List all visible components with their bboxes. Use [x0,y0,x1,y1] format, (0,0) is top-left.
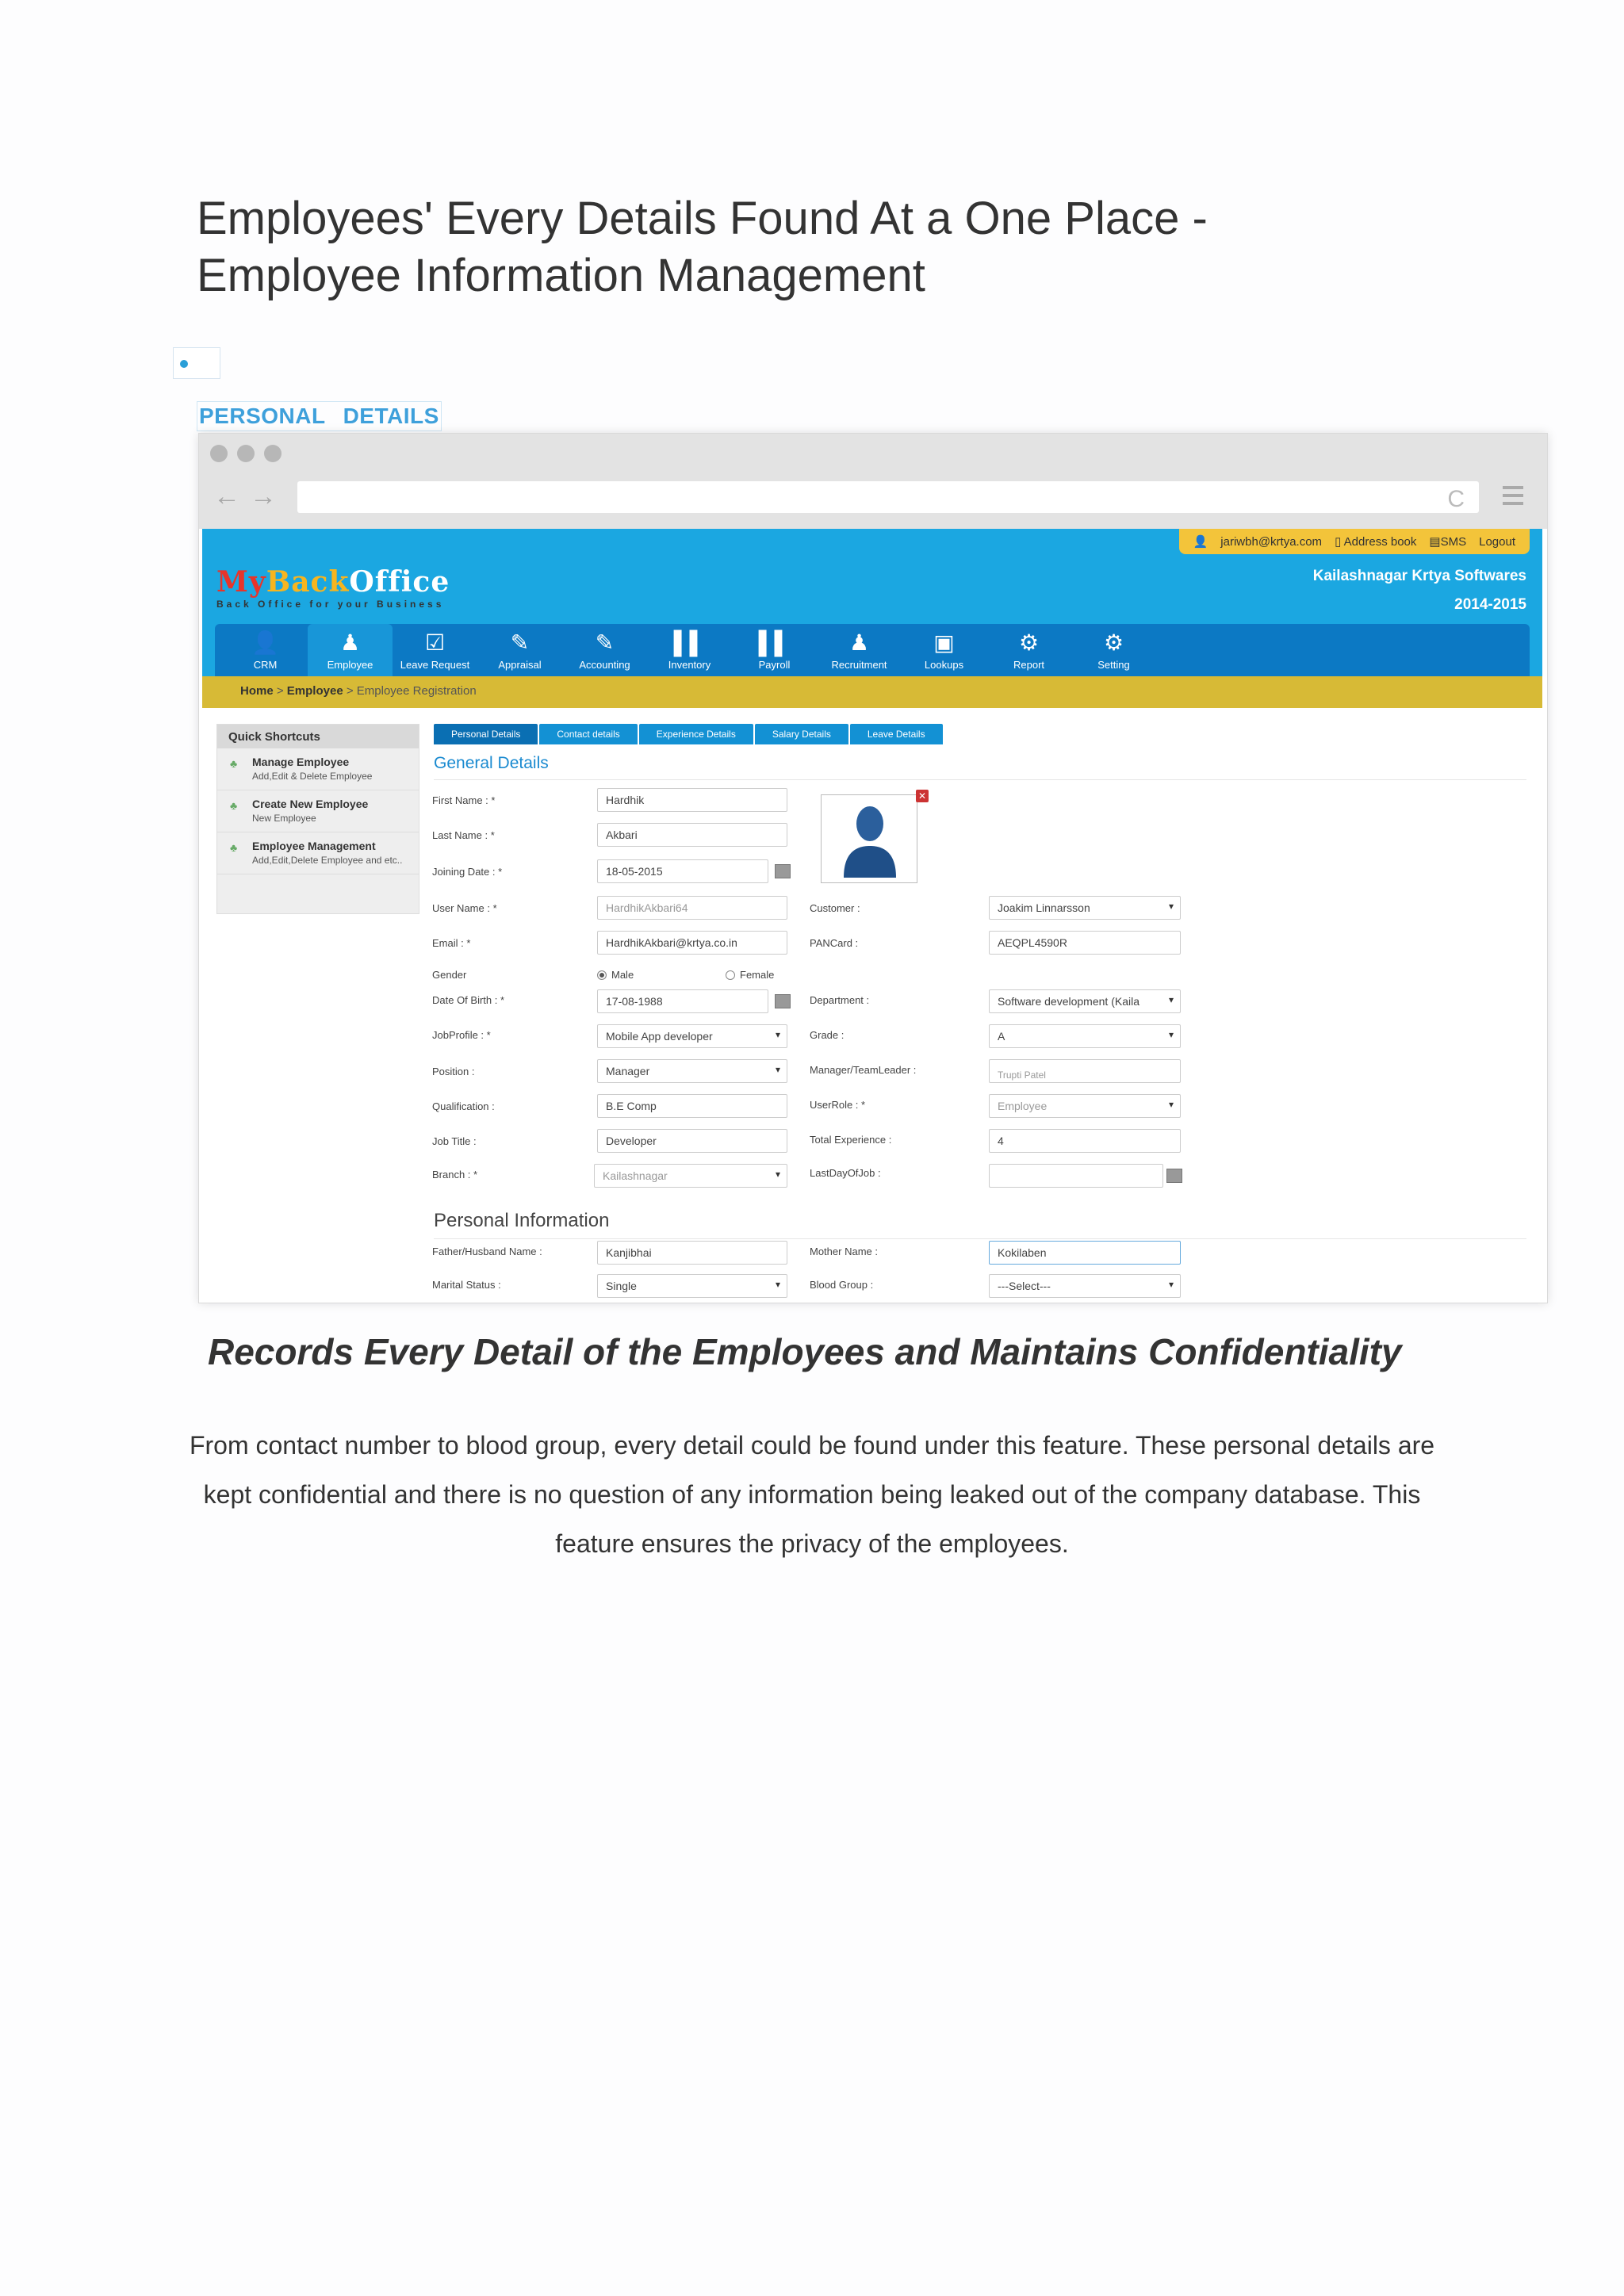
dob-input[interactable]: 17-08-1988 [597,989,768,1013]
sidebar-head: Quick Shortcuts [217,725,419,748]
job-title-label: Job Title : [432,1135,477,1147]
qualification-label: Qualification : [432,1100,495,1112]
breadcrumb-employee[interactable]: Employee [286,684,343,698]
position-select[interactable]: Manager ▾ [597,1059,787,1083]
first-name-input[interactable]: Hardhik [597,788,787,812]
calendar-icon[interactable] [775,864,791,878]
sidebar-item-create-employee[interactable]: ♣ Create New Employee New Employee [217,790,419,832]
screenshot-frame [198,433,1548,1303]
back-forward-icon[interactable]: ←→ [213,481,286,511]
department-select[interactable]: Software development (Kaila ▾ [989,989,1181,1013]
main-content [432,724,1526,1303]
menu-lookups[interactable]: ▣ Lookups [902,624,986,681]
position-label: Position : [432,1066,475,1077]
window-controls[interactable] [210,445,282,462]
address-bar[interactable] [297,481,1479,513]
tab-bar [434,724,1526,744]
bar-chart-icon: ▌▌ [673,630,706,655]
gender-male-radio[interactable]: Male [597,969,634,981]
manager-label: Manager/TeamLeader : [810,1064,917,1076]
feature-heading: Records Every Detail of the Employees and Maintains Confidentiality [208,1331,1402,1372]
email-label: Email : * [432,937,471,949]
menu-leave-request[interactable]: ☑ Leave Request [393,624,477,681]
father-input[interactable]: Kanjibhai [597,1241,787,1265]
edit-icon: ✎ [510,630,530,655]
personal-information-form [432,1239,1526,1303]
menu-inventory[interactable]: ▌▌ Inventory [647,624,732,681]
joining-date-label: Joining Date : * [432,866,503,878]
gear-icon: ⚙ [1018,630,1040,655]
breadcrumb-home[interactable]: Home [240,684,274,698]
last-name-label: Last Name : * [432,829,495,841]
employee-icon: ♟ [339,630,361,655]
page-title: Employees' Every Details Found At a One Place - Employee Information Management [197,193,1208,301]
userrole-label: UserRole : * [810,1099,866,1111]
company-name: Kailashnagar Krtya Softwares [1312,568,1526,584]
tab-leave-details[interactable]: Leave Details [850,724,943,744]
qualification-input[interactable]: B.E Comp [597,1094,787,1118]
logout-link[interactable]: Logout [1479,534,1515,549]
jobprofile-select[interactable]: Mobile App developer ▾ [597,1024,787,1048]
sms-link[interactable]: ▤SMS [1429,535,1467,549]
first-name-label: First Name : * [432,794,496,806]
menu-report[interactable]: ⚙ Report [986,624,1071,681]
grade-select[interactable]: A ▾ [989,1024,1181,1048]
jobprofile-label: JobProfile : * [432,1029,491,1041]
calendar-icon[interactable] [775,994,791,1008]
remove-photo-icon[interactable]: ✕ [916,790,929,802]
father-label: Father/Husband Name : [432,1246,542,1257]
document-icon: ▣ [933,630,955,655]
joining-date-input[interactable]: 18-05-2015 [597,859,768,883]
menu-payroll[interactable]: ▌▌ Payroll [732,624,817,681]
blood-label: Blood Group : [810,1279,874,1291]
users-icon: ♣ [230,841,238,854]
total-experience-input[interactable]: 4 [989,1129,1181,1153]
browser-chrome [199,434,1547,529]
dob-label: Date Of Birth : * [432,994,505,1006]
check-icon: ☑ [424,630,446,655]
menu-accounting[interactable]: ✎ Accounting [562,624,647,681]
email-input[interactable]: HardhikAkbari@krtya.co.in [597,931,787,955]
user-bar [1179,529,1530,554]
user-name-input[interactable]: HardhikAkbari64 [597,896,787,920]
user-name-label: User Name : * [432,902,497,914]
users-icon: ♣ [230,757,238,770]
menu-appraisal[interactable]: ✎ Appraisal [477,624,562,681]
breadcrumb: Home > Employee > Employee Registration [202,676,1542,708]
breadcrumb-current: Employee Registration [356,684,477,698]
quick-shortcuts [216,724,419,914]
app-window [202,529,1542,1303]
personal-information-heading: Personal Information [434,1210,1526,1239]
address-book-link[interactable]: ▯ Address book [1335,535,1417,549]
gear-icon: ⚙ [1103,630,1124,655]
customer-label: Customer : [810,902,860,914]
app-logo[interactable]: MyBackOffice Back Office for your Business [216,565,450,610]
branch-select[interactable]: Kailashnagar ▾ [594,1164,787,1188]
users-icon: ♣ [230,799,238,812]
general-details-form [432,780,1526,1224]
general-details-heading: General Details [434,754,1526,780]
feature-paragraph: From contact number to blood group, every detail could be found under this feature. These personal details are kept confidential and there is no question of any information being leaked out of the company database. This feature ensures the privacy of the employees. [189,1431,1435,1558]
user-email[interactable]: jariwbh@krtya.com [1220,534,1323,549]
branch-label: Branch : * [432,1169,478,1181]
bar-chart-icon: ▌▌ [758,630,791,655]
hamburger-icon[interactable] [1503,486,1523,510]
avatar-icon [841,802,899,878]
bullet-box [173,347,220,379]
pancard-input[interactable]: AEQPL4590R [989,931,1181,955]
menu-recruitment[interactable]: ♟ Recruitment [817,624,902,681]
user-icon: 👤 [251,630,279,655]
tab-personal-details[interactable]: Personal Details [434,724,538,744]
mother-input[interactable]: Kokilaben [989,1241,1181,1265]
calendar-icon[interactable] [1166,1169,1182,1183]
total-experience-label: Total Experience : [810,1134,892,1146]
bullet-icon [180,360,188,368]
edit-icon: ✎ [595,630,615,655]
main-menu [215,624,1530,681]
tab-experience-details[interactable]: Experience Details [639,724,753,744]
gender-female-radio[interactable]: Female [726,969,774,981]
menu-employee[interactable]: ♟ Employee [308,624,393,681]
tab-salary-details[interactable]: Salary Details [755,724,848,744]
menu-setting[interactable]: ⚙ Setting [1071,624,1156,681]
blood-select[interactable]: ---Select--- ▾ [989,1274,1181,1298]
section-label: PERSONAL DETAILS [197,401,442,431]
userrole-select[interactable]: Employee ▾ [989,1094,1181,1118]
user-icon: 👤 [1193,535,1208,549]
marital-label: Marital Status : [432,1279,501,1291]
lastday-label: LastDayOfJob : [810,1167,881,1179]
menu-crm[interactable]: 👤 CRM [223,624,308,681]
mother-label: Mother Name : [810,1246,878,1257]
marital-select[interactable]: Single ▾ [597,1274,787,1298]
pancard-label: PANCard : [810,937,859,949]
job-title-input[interactable]: Developer [597,1129,787,1153]
company-year: 2014-2015 [1454,596,1526,613]
gender-label: Gender [432,969,467,981]
tab-contact-details[interactable]: Contact details [539,724,637,744]
company-info [1313,562,1526,619]
last-name-input[interactable]: Akbari [597,823,787,847]
lastday-input[interactable] [989,1164,1163,1188]
sidebar-item-employee-management[interactable]: ♣ Employee Management Add,Edit,Delete Employee and etc.. [217,832,419,874]
manager-input[interactable]: Trupti Patel [989,1059,1181,1083]
grade-label: Grade : [810,1029,845,1041]
department-label: Department : [810,994,870,1006]
employee-photo[interactable] [821,794,917,883]
recruit-icon: ♟ [848,630,870,655]
customer-select[interactable]: Joakim Linnarsson ▾ [989,896,1181,920]
reload-icon[interactable]: C [1447,486,1465,512]
sidebar-item-manage-employee[interactable]: ♣ Manage Employee Add,Edit & Delete Employee [217,748,419,790]
